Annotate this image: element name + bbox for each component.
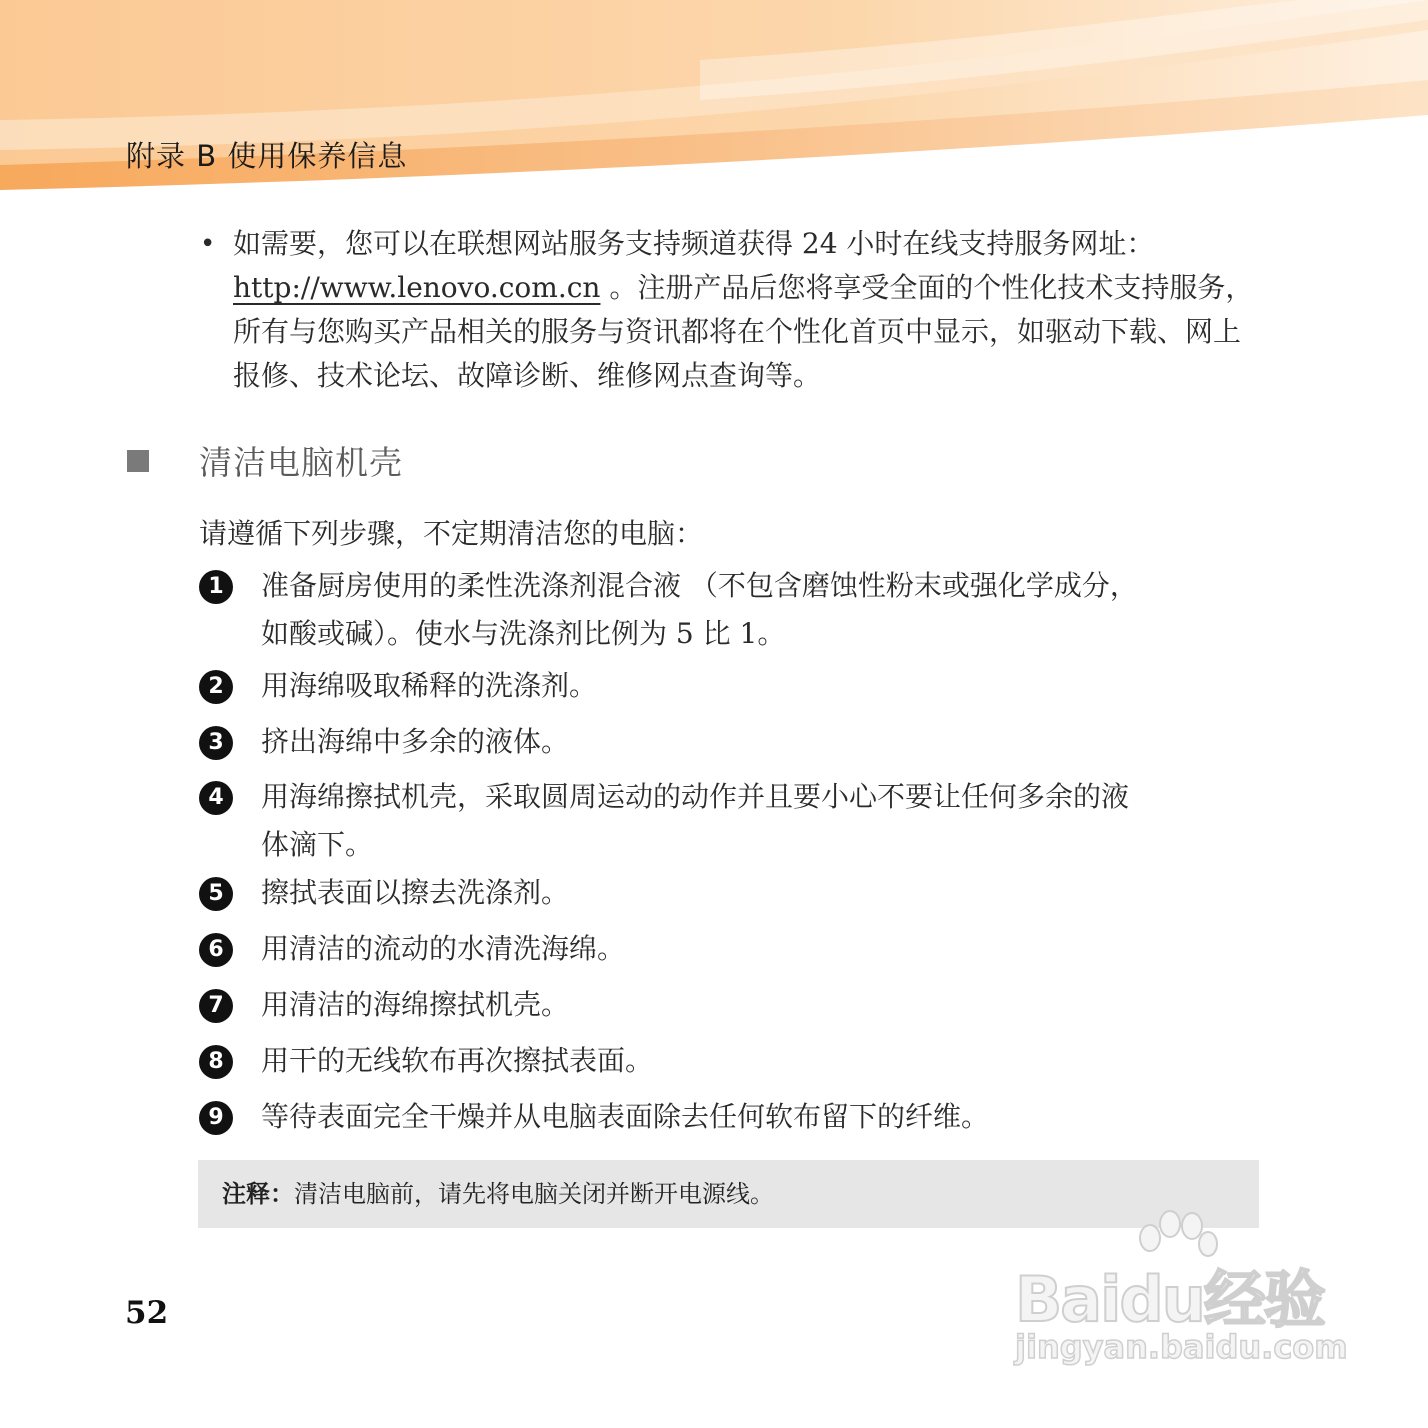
- baidu-watermark: [1005, 1210, 1348, 1380]
- step-number-icon: 9: [199, 1101, 233, 1135]
- note-body: 清洁电脑前，请先将电脑关闭并断开电源线。: [294, 1180, 774, 1208]
- bullet-text: [233, 222, 1260, 398]
- step-item: [199, 718, 1259, 766]
- step-item: [199, 925, 1259, 973]
- step-number-icon: 1: [199, 570, 233, 604]
- step-number-icon: 4: [199, 781, 233, 815]
- step-item: [199, 562, 1259, 658]
- step-text: 用海绵擦拭机壳，采取圆周运动的动作并且要小心不要让任何多余的液 体滴下。: [261, 780, 1130, 861]
- step-item: [199, 869, 1259, 917]
- section-intro: 请遵循下列步骤，不定期清洁您的电脑：: [199, 517, 704, 550]
- bullet-text-rest: 。注册产品后您将享受全面的个性化技术支持服务，所有与您购买产品相关的服务与资讯都将在个性化首页中显示，如驱动下载、网上报修、技术论坛、故障诊断、维修网点查询等。: [233, 271, 1254, 392]
- section-heading: 清洁电脑机壳: [199, 443, 403, 482]
- step-text: 擦拭表面以擦去洗涤剂。: [261, 876, 570, 909]
- step-text: 用干的无线软布再次擦拭表面。: [261, 1044, 654, 1077]
- section-square-icon: [127, 450, 149, 472]
- step-number-icon: 6: [199, 933, 233, 967]
- support-bullet: [200, 222, 1260, 398]
- step-number-icon: 8: [199, 1045, 233, 1079]
- step-text: 挤出海绵中多余的液体。: [261, 725, 570, 758]
- note-text: [222, 1178, 774, 1210]
- step-item: [199, 1037, 1259, 1085]
- bullet-icon: •: [200, 229, 216, 259]
- lenovo-link[interactable]: http://www.lenovo.com.cn: [233, 271, 601, 304]
- step-text: 准备厨房使用的柔性洗涤剂混合液 （不包含磨蚀性粉末或强化学成分， 如酸或碱）。使水与洗涤剂比例为 5 比 1。: [261, 569, 1138, 650]
- step-number-icon: 3: [199, 726, 233, 760]
- step-text: 等待表面完全干燥并从电脑表面除去任何软布留下的纤维。: [261, 1100, 990, 1133]
- step-text: 用清洁的海绵擦拭机壳。: [261, 988, 570, 1021]
- step-number-icon: 2: [199, 670, 233, 704]
- step-item: [199, 773, 1259, 869]
- watermark-logo: Baidu经验: [1015, 1263, 1324, 1336]
- watermark-url: jingyan.baidu.com: [1015, 1328, 1348, 1366]
- step-text: 用清洁的流动的水清洗海绵。: [261, 932, 626, 965]
- step-text: 用海绵吸取稀释的洗涤剂。: [261, 669, 598, 702]
- step-item: [199, 1093, 1259, 1141]
- step-number-icon: 7: [199, 989, 233, 1023]
- step-item: [199, 662, 1259, 710]
- page-number: 52: [125, 1295, 169, 1331]
- note-label: 注释：: [222, 1180, 294, 1208]
- step-number-icon: 5: [199, 877, 233, 911]
- chapter-title: 附录 B 使用保养信息: [126, 139, 408, 173]
- bullet-text-intro: 如需要，您可以在联想网站服务支持频道获得 24 小时在线支持服务网址：: [233, 227, 1155, 260]
- step-item: [199, 981, 1259, 1029]
